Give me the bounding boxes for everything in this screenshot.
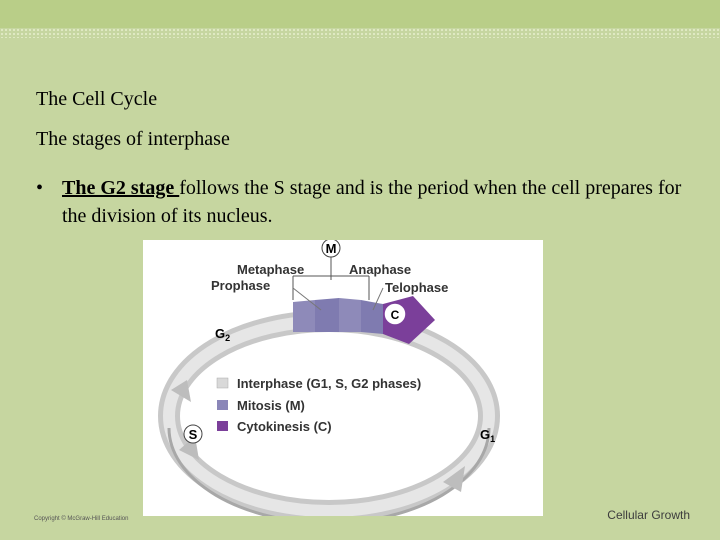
metaphase-label: Metaphase — [237, 262, 305, 277]
c-label: C — [390, 308, 400, 322]
footer-label: Cellular Growth — [607, 508, 690, 522]
mitosis-segment-3 — [339, 298, 361, 332]
legend-swatch-cytokinesis — [217, 421, 228, 431]
g2-label: $G_2$ — [215, 326, 231, 343]
top-band — [0, 0, 720, 28]
bullet-bold-term: The G2 stage — [62, 177, 180, 199]
figure-copyright: Copyright © McGraw-Hill Education — [34, 516, 129, 522]
g1-label: $G_1$ — [480, 427, 496, 444]
telophase-label: Telophase — [385, 280, 449, 295]
mitosis-segment-1 — [293, 300, 315, 332]
slide-subtitle: The stages of interphase — [36, 128, 230, 150]
cell-cycle-figure — [143, 240, 543, 516]
legend-label-interphase: Interphase (G1, S, G2 phases) — [237, 376, 422, 391]
bullet-dot-icon: • — [36, 177, 44, 199]
mitosis-segment-2 — [315, 298, 339, 332]
legend-swatch-interphase — [217, 378, 228, 388]
legend-label-cytokinesis: Cytokinesis (C) — [237, 419, 332, 434]
dot-strip — [0, 28, 720, 38]
interphase-ring-highlight — [169, 321, 489, 511]
s-label: S — [188, 427, 198, 442]
anaphase-label: Anaphase — [349, 262, 412, 277]
m-label: M — [325, 241, 337, 256]
prophase-label: Prophase — [211, 278, 271, 293]
slide-title: The Cell Cycle — [36, 88, 158, 110]
cell-cycle-diagram — [143, 240, 543, 516]
bullet-body: follows the S stage and is the period when the cell prepares for the division of its nucleus. — [62, 177, 682, 227]
legend-swatch-mitosis — [217, 400, 228, 410]
legend-label-mitosis: Mitosis (M) — [237, 398, 305, 413]
mitosis-segment-4 — [361, 300, 383, 334]
bullet-text — [62, 174, 682, 230]
